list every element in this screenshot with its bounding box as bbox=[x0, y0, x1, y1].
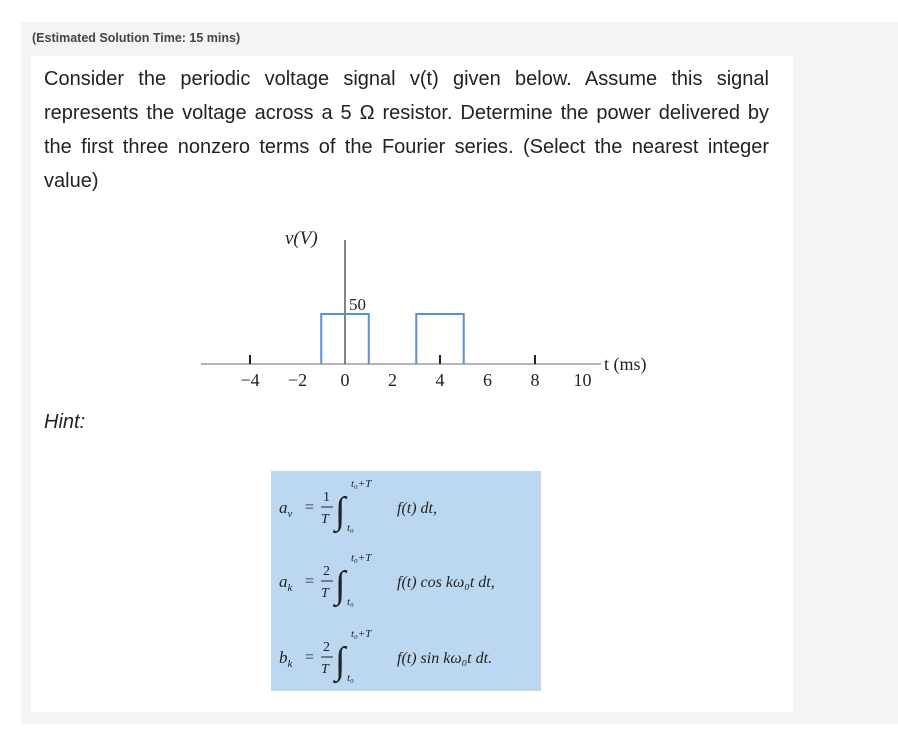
ak-equals: = bbox=[305, 573, 315, 590]
ak-integral-sign: ∫ bbox=[335, 564, 346, 606]
ak-symbol: $a_k$ bbox=[279, 572, 293, 594]
fourier-formula-box bbox=[271, 471, 541, 691]
av-symbol: $a_v$ bbox=[279, 498, 293, 520]
ak-upper-limit: t₀+T bbox=[351, 552, 372, 564]
bk-integrand: f(t) sin kω₀t dt. bbox=[397, 650, 493, 667]
tick-label: 8 bbox=[530, 370, 540, 390]
av-denominator: T bbox=[321, 512, 329, 527]
fourier-formulas bbox=[271, 471, 541, 691]
av-integrand: f(t) dt, bbox=[397, 500, 437, 517]
tick-label: 0 bbox=[340, 370, 350, 390]
question-text: Consider the periodic voltage signal v(t) given below. Assume this signal represents the voltage across a 5 Ω resistor. Determine the power delivered by the first three nonzero terms of the Fourier series. (Select the nearest integer value) bbox=[44, 68, 769, 192]
estimated-time-label: (Estimated Solution Time: 15 mins) bbox=[32, 31, 241, 45]
bk-symbol: $b_k$ bbox=[279, 648, 293, 670]
ak-lower-limit: t₀ bbox=[347, 596, 354, 608]
av-lower-limit: t₀ bbox=[347, 522, 354, 534]
bk-integral-sign: ∫ bbox=[335, 640, 346, 682]
tick-label: 4 bbox=[435, 370, 445, 390]
tick-label: 2 bbox=[388, 370, 397, 390]
ak-numerator: 2 bbox=[323, 564, 330, 579]
tick-label: −2 bbox=[287, 370, 308, 390]
bk-lower-limit: t₀ bbox=[347, 672, 354, 684]
ak-denominator: T bbox=[321, 586, 329, 601]
bk-numerator: 2 bbox=[323, 640, 330, 655]
question-card bbox=[21, 22, 898, 724]
bk-equals: = bbox=[305, 649, 315, 666]
y-axis-label: v(V) bbox=[285, 228, 318, 249]
tick-label: 6 bbox=[483, 370, 492, 390]
av-integral-sign: ∫ bbox=[335, 490, 346, 532]
voltage-signal-plot bbox=[31, 56, 793, 416]
av-numerator: 1 bbox=[323, 490, 330, 505]
hint-label: Hint: bbox=[44, 411, 86, 433]
question-content bbox=[31, 56, 793, 712]
av-equals: = bbox=[305, 499, 315, 516]
bk-denominator: T bbox=[321, 662, 329, 677]
pulse-group bbox=[321, 314, 464, 364]
bk-upper-limit: t₀+T bbox=[351, 628, 372, 640]
av-upper-limit: t₀+T bbox=[351, 478, 372, 490]
ak-integrand: f(t) cos kω₀t dt, bbox=[397, 574, 495, 591]
x-axis-label: t (ms) bbox=[604, 354, 647, 374]
tick-label: −4 bbox=[240, 370, 260, 390]
tick-label: 10 bbox=[573, 370, 592, 390]
amplitude-label: 50 bbox=[349, 295, 366, 314]
